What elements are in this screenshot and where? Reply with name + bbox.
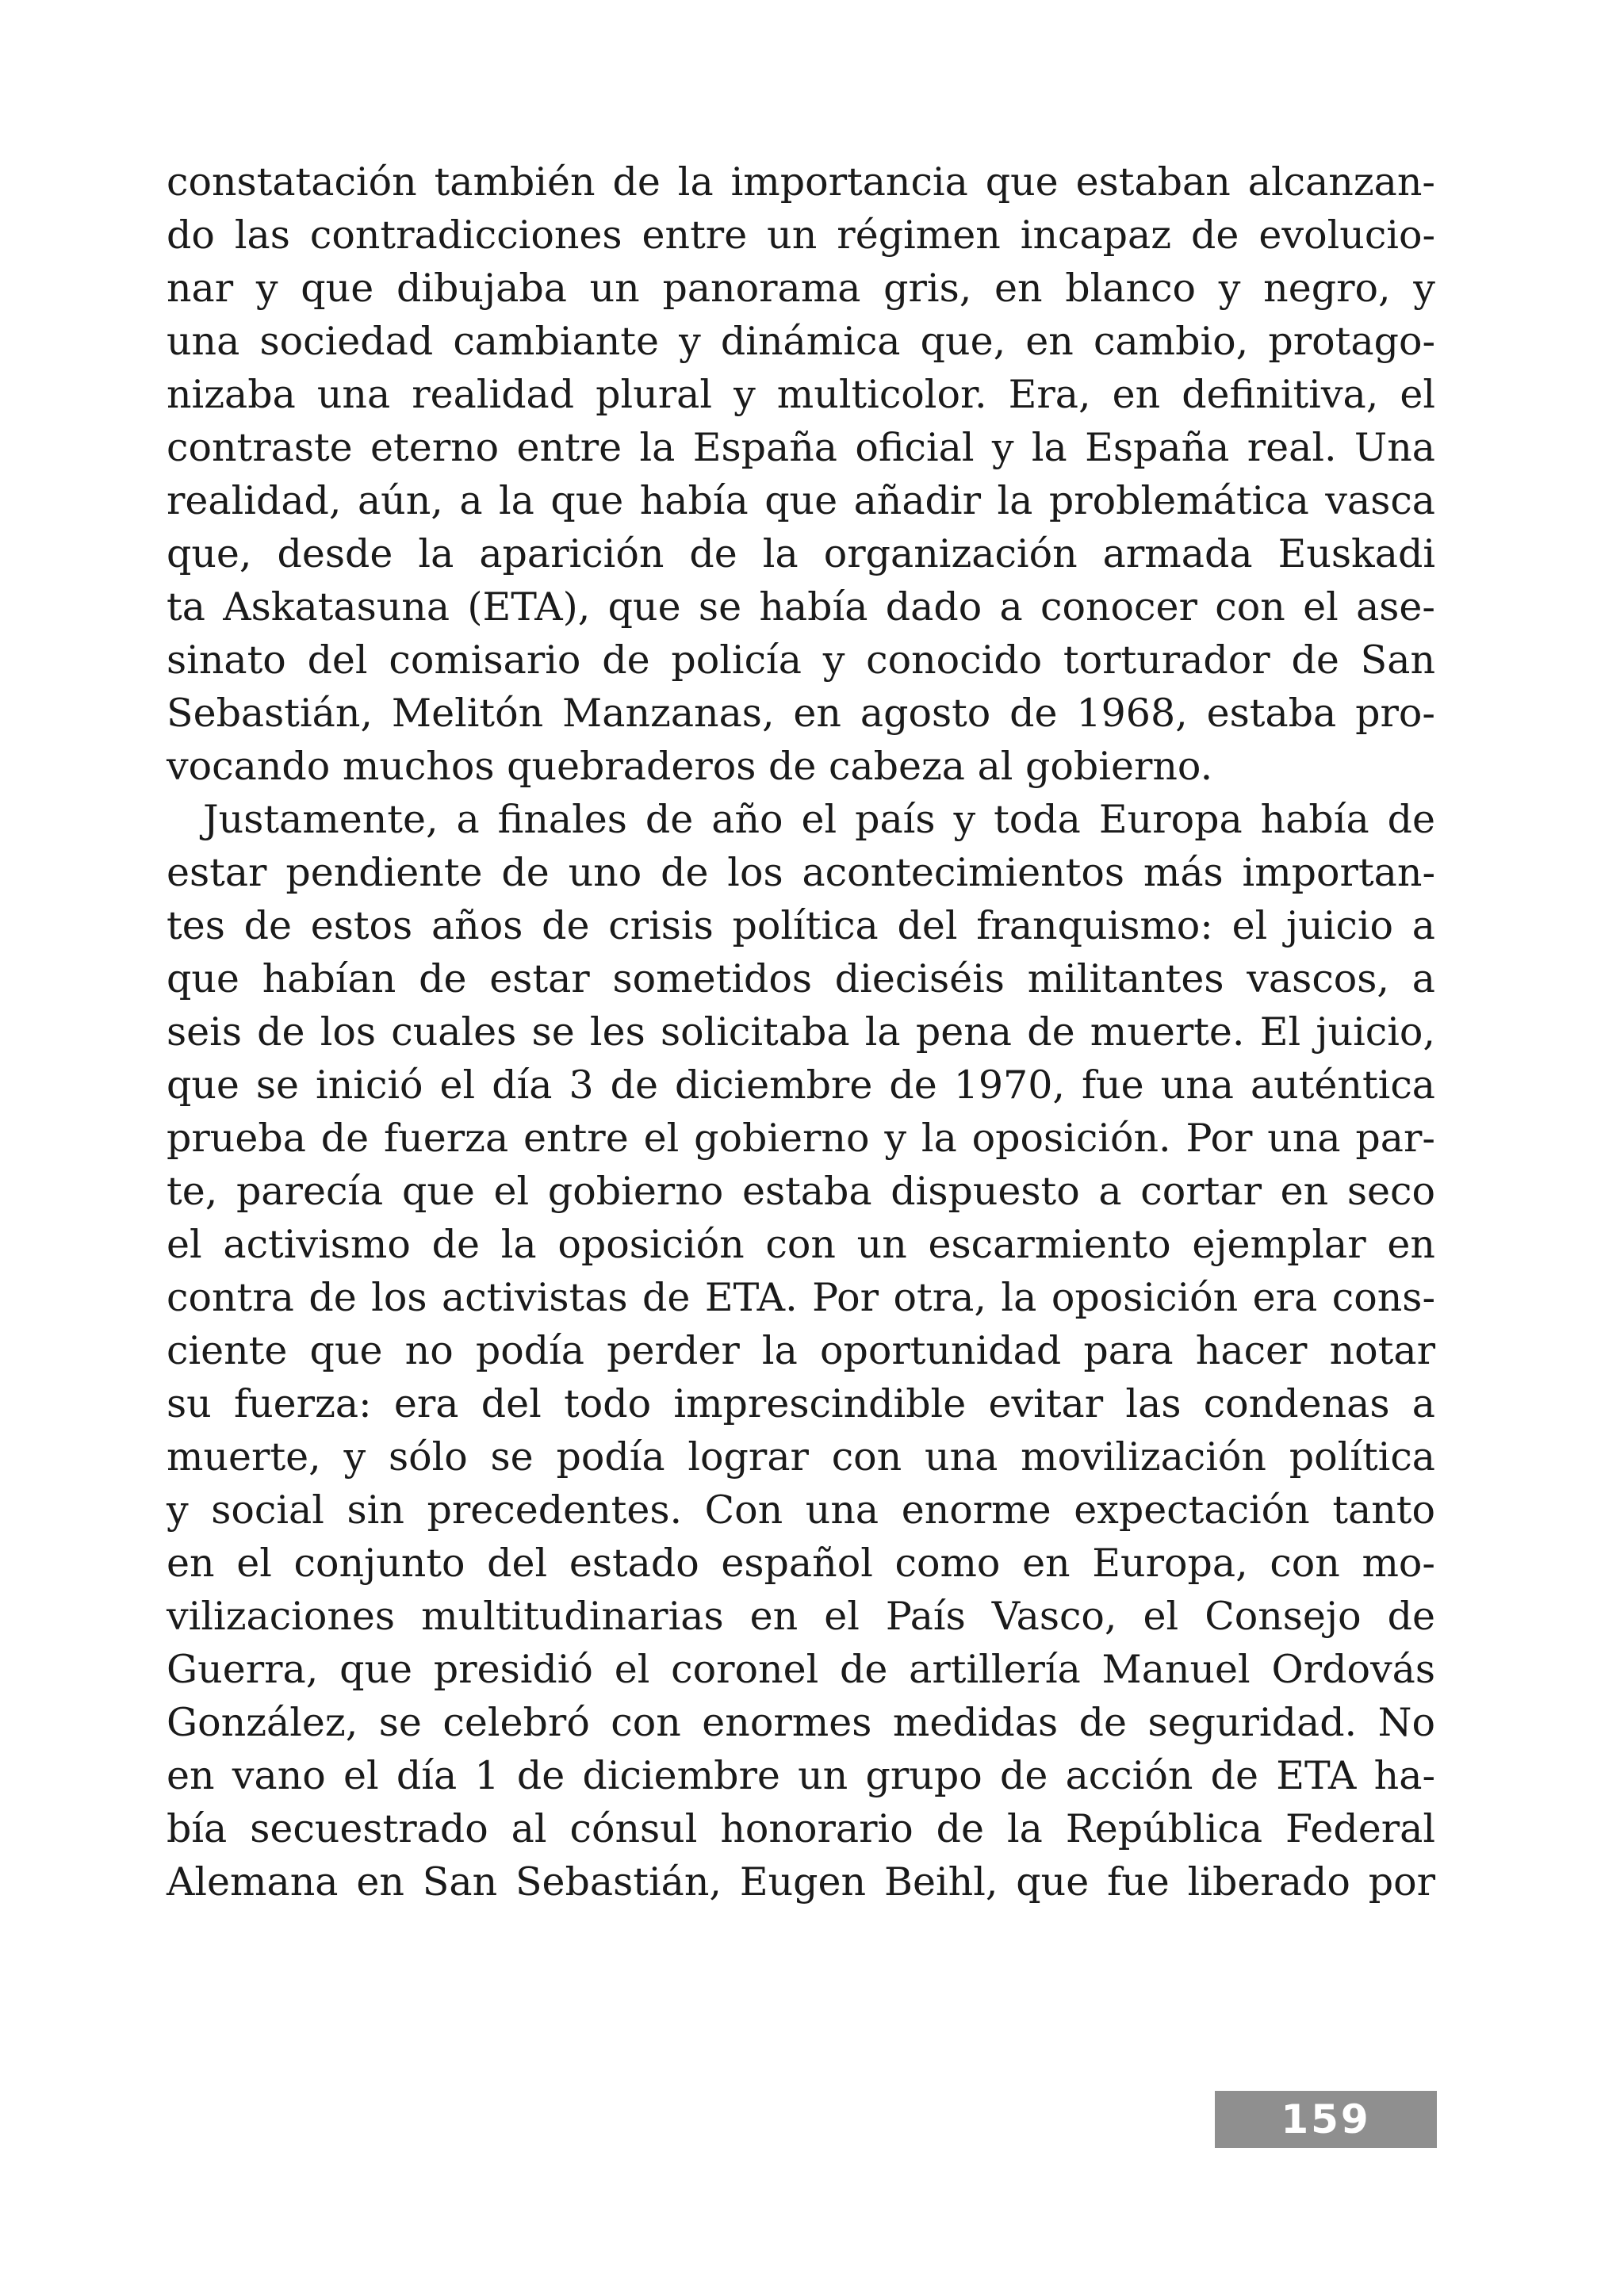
text-line: que, desde la aparición de la organización armada Euskadi	[167, 531, 1435, 576]
text-line: contraste eterno entre la España oficial y la España real. Una	[167, 425, 1435, 470]
text-line: que se inició el día 3 de diciembre de 1970, fue una auténtica	[167, 1062, 1435, 1108]
text-line: contra de los activistas de ETA. Por otra, la oposición era cons-	[167, 1275, 1435, 1320]
text-line: González, se celebró con enormes medidas de seguridad. No	[167, 1700, 1435, 1745]
text-line: seis de los cuales se les solicitaba la pena de muerte. El juicio,	[167, 1009, 1435, 1055]
page-number-box	[1215, 2091, 1437, 2148]
text-line: sinato del comisario de policía y conocido torturador de San	[167, 637, 1435, 683]
text-line: ciente que no podía perder la oportunidad para hacer notar	[167, 1328, 1435, 1373]
text-line: Alemana en San Sebastián, Eugen Beihl, que fue liberado por	[167, 1859, 1435, 1905]
paragraph	[167, 793, 1435, 1908]
text-line: ta Askatasuna (ETA), que se había dado a conocer con el ase-	[167, 584, 1435, 630]
body-text	[167, 155, 1435, 1908]
text-line: en el conjunto del estado español como en Europa, con mo-	[167, 1541, 1435, 1586]
text-line: Justamente, a finales de año el país y toda Europa había de	[203, 797, 1435, 842]
text-line: su fuerza: era del todo imprescindible evitar las condenas a	[167, 1381, 1435, 1426]
text-line: Sebastián, Melitón Manzanas, en agosto de 1968, estaba pro-	[167, 691, 1435, 736]
page-number: 159	[1281, 2096, 1371, 2142]
text-line: tes de estos años de crisis política del franquismo: el juicio a	[167, 903, 1435, 948]
text-line: prueba de fuerza entre el gobierno y la oposición. Por una par-	[167, 1116, 1435, 1161]
paragraph	[167, 155, 1435, 793]
text-line: en vano el día 1 de diciembre un grupo de acción de ETA ha-	[167, 1753, 1435, 1798]
text-line: vilizaciones multitudinarias en el País Vasco, el Consejo de	[167, 1594, 1435, 1639]
text-line: do las contradicciones entre un régimen incapaz de evolucio-	[167, 212, 1435, 258]
text-line: nizaba una realidad plural y multicolor. Era, en definitiva, el	[167, 372, 1435, 417]
text-line: bía secuestrado al cónsul honorario de la República Federal	[167, 1806, 1435, 1851]
text-line: nar y que dibujaba un panorama gris, en blanco y negro, y	[167, 266, 1435, 311]
text-line: y social sin precedentes. Con una enorme expectación tanto	[167, 1487, 1435, 1533]
text-line: te, parecía que el gobierno estaba dispuesto a cortar en seco	[167, 1169, 1435, 1214]
text-line: Guerra, que presidió el coronel de artillería Manuel Ordovás	[167, 1647, 1435, 1692]
text-line: vocando muchos quebraderos de cabeza al gobierno.	[167, 744, 1213, 789]
text-line: realidad, aún, a la que había que añadir la problemática vasca	[167, 478, 1435, 523]
text-line: el activismo de la oposición con un escarmiento ejemplar en	[167, 1222, 1435, 1267]
text-line: una sociedad cambiante y dinámica que, en cambio, protago-	[167, 319, 1435, 364]
text-line: estar pendiente de uno de los acontecimientos más importan-	[167, 850, 1435, 895]
text-line: muerte, y sólo se podía lograr con una movilización política	[167, 1434, 1435, 1480]
text-line: constatación también de la importancia que estaban alcanzan-	[167, 159, 1435, 205]
text-line: que habían de estar sometidos dieciséis militantes vascos, a	[167, 956, 1435, 1001]
